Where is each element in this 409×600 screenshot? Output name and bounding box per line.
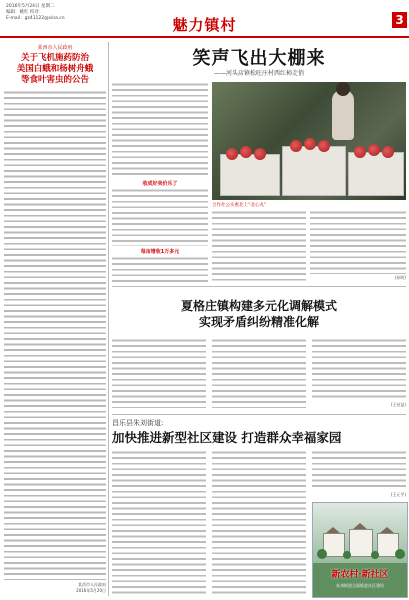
notice-headline <box>4 53 106 86</box>
feature-tomato-body-3 <box>212 210 306 282</box>
page-number-badge: 3 <box>392 12 407 28</box>
page-header <box>0 0 409 38</box>
greenhouse-photo-caption: 合作社公实惠北上“北心丸” <box>212 203 267 208</box>
notice-headline-line-3: 等食叶害虫的公告 <box>20 75 89 85</box>
notice-kicker: 某西市人民政府 <box>37 45 73 51</box>
notice-signoff-date: 2016年5月20日 <box>76 588 106 593</box>
header-email: E-mail：gz41122@sina.cn <box>6 16 65 21</box>
feature-mediation <box>112 290 406 410</box>
feature-tomato-byline: (孙明) <box>394 275 406 280</box>
greenhouse-photo <box>212 82 406 200</box>
feature-community-body-3 <box>312 450 406 490</box>
feature-mediation-body-3 <box>312 338 406 400</box>
notice-headline-line-1: 关于飞机施药防治 <box>20 53 89 63</box>
community-illustration <box>312 502 408 598</box>
feature-tomato-subhead-1: 收成好卖价乐了 <box>142 181 178 187</box>
notice-signoff <box>4 582 106 594</box>
header-editor: 编辑：姚红 校对： <box>6 10 44 15</box>
community-illustration-title: 新农村·新社区 <box>331 570 389 580</box>
feature-mediation-headline-line-1: 夏格庄镇构建多元化调解模式 <box>180 299 337 313</box>
notice-body-text <box>4 90 106 580</box>
column-divider <box>108 42 109 596</box>
page-title: 魅力镇村 <box>172 16 237 34</box>
feature-community-headline: 加快推进新型社区建设 打造群众幸福家园 <box>112 430 342 445</box>
feature-mediation-body-2 <box>212 338 306 408</box>
feature-mediation-headline-line-2: 实现矛盾纠纷精准化解 <box>198 315 319 329</box>
section-rule-2 <box>112 414 406 415</box>
header-date: 2016年5月24日 星期二 <box>6 4 55 9</box>
community-illustration-subtitle: 朱刘街道全面推进社区建设 <box>336 583 384 588</box>
feature-community-kicker: 昌乐县朱刘街道: <box>112 419 164 427</box>
notice-column <box>4 44 106 596</box>
feature-mediation-byline: (王亮益) <box>390 402 406 407</box>
feature-tomato-body-4 <box>310 210 406 274</box>
feature-mediation-headline <box>112 298 406 330</box>
header-rule <box>0 36 409 38</box>
notice-headline-line-2: 美国白蛾和杨树舟蛾 <box>16 64 94 74</box>
feature-community-body-1 <box>112 450 206 596</box>
notice-signoff-org: 某西市人民政府 <box>78 582 106 587</box>
feature-tomato-headline: 笑声飞出大棚来 <box>192 48 326 69</box>
feature-community-body-2 <box>212 450 306 596</box>
feature-tomato-subhead-2: 每亩增收1万多元 <box>140 249 180 255</box>
feature-tomato-subheadline: ——河头店镇松旺庄村西红柿走俏 <box>213 70 304 77</box>
section-rule-1 <box>112 286 406 287</box>
feature-tomato-body-1 <box>112 188 208 246</box>
feature-tomato-lead-text <box>112 82 208 177</box>
feature-mediation-body-1 <box>112 338 206 408</box>
feature-tomato-body-2 <box>112 256 208 282</box>
feature-community-byline: (王元平) <box>390 492 406 497</box>
feature-tomato <box>112 42 406 282</box>
feature-community <box>112 418 406 596</box>
